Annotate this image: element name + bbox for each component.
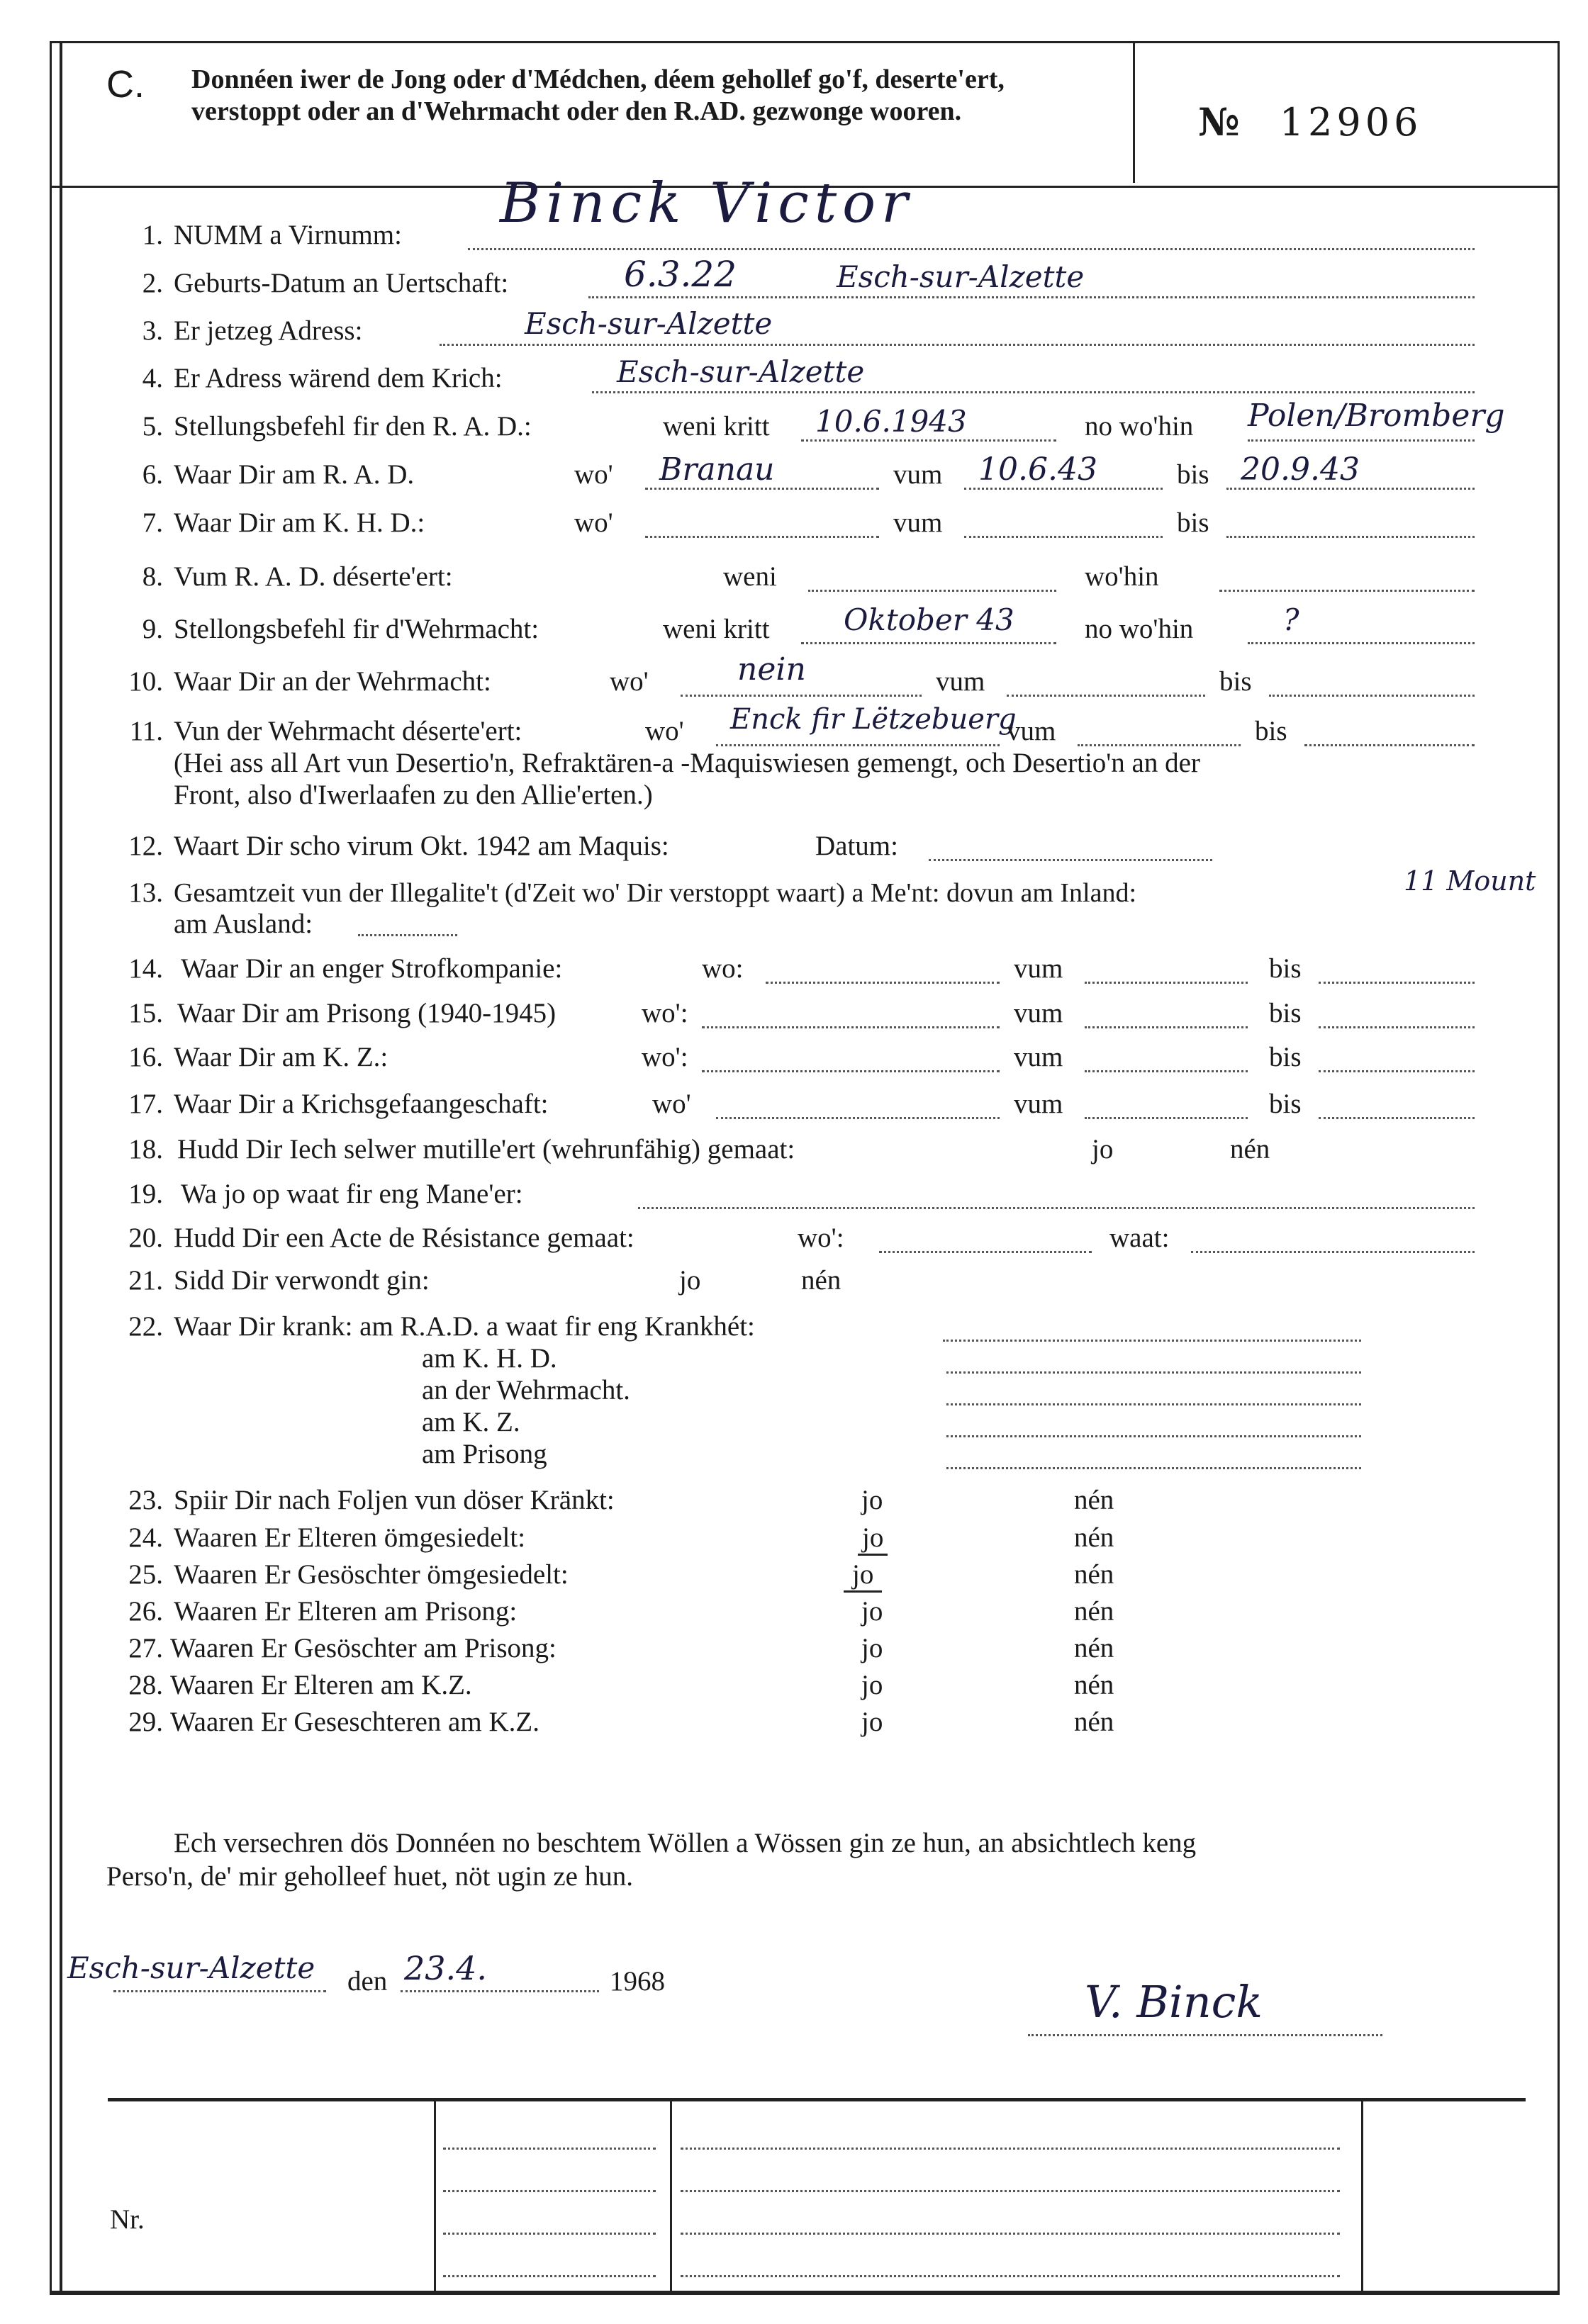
- vum-label: vum: [1014, 1042, 1063, 1072]
- sub-label: am K. Z.: [422, 1407, 520, 1437]
- handwritten-signature: V. Binck: [1085, 1976, 1263, 2028]
- blank-line: [468, 248, 1475, 250]
- number-value: 12906: [1279, 100, 1423, 145]
- bis-label: bis: [1269, 953, 1302, 984]
- blank-line: [645, 488, 879, 490]
- blank-line: [1007, 695, 1205, 697]
- handwritten-birth-place: Esch-sur-Alzette: [837, 259, 1085, 294]
- nen-option: nén: [1074, 1670, 1114, 1700]
- row-number: 21.: [128, 1265, 163, 1296]
- bis-label: bis: [1177, 459, 1209, 490]
- number-symbol: №: [1198, 99, 1244, 145]
- declaration-line: Ech versechren dös Donnéen no beschtem Wöllen a Wössen gin ze hun, an absichtlech keng: [174, 1828, 1197, 1858]
- field-label: Stellongsbefehl fir d'Wehrmacht:: [174, 614, 539, 644]
- blank-line: [716, 1117, 1000, 1119]
- row-number: 26.: [128, 1596, 163, 1627]
- note-line: (Hei ass all Art vun Desertio'n, Refraktären-a -Maquiswiesen gemengt, och Desertio'n an der: [174, 748, 1200, 778]
- blank-line: [946, 1467, 1361, 1469]
- field-label: Waart Dir scho virum Okt. 1942 am Maquis:: [174, 831, 669, 861]
- field-label: Wa jo op waat fir eng Mane'er:: [181, 1179, 523, 1209]
- field-label: Er jetzeg Adress:: [174, 315, 363, 346]
- row-number: 19.: [128, 1179, 163, 1209]
- datum-label: Datum:: [815, 831, 898, 861]
- field-label: Waaren Er Geseschteren am K.Z.: [170, 1707, 539, 1737]
- vum-label: vum: [893, 459, 943, 490]
- bis-label: bis: [1219, 666, 1252, 697]
- nen-option: nén: [1074, 1522, 1114, 1553]
- blank-line: [801, 642, 1056, 644]
- nen-option: nén: [1074, 1485, 1114, 1515]
- jo-option: jo: [679, 1265, 701, 1296]
- row-number: 10.: [128, 666, 163, 697]
- jo-option: jo: [861, 1596, 883, 1627]
- jo-option: jo: [861, 1670, 883, 1700]
- field-label: Waaren Er Gesöschter ömgesiedelt:: [174, 1559, 569, 1590]
- blank-line: [113, 1990, 326, 1992]
- blank-line: [401, 1990, 599, 1992]
- nen-option: nén: [1074, 1596, 1114, 1627]
- field-label: Waar Dir an enger Strofkompanie:: [181, 953, 563, 984]
- handwritten-wehrmacht-destination: ?: [1283, 602, 1299, 637]
- blank-line: [443, 2233, 656, 2235]
- row-number: 8.: [142, 561, 163, 592]
- handwritten-wehrmacht-place: nein: [737, 651, 806, 687]
- blank-line: [1085, 1070, 1248, 1072]
- blank-line: [1226, 488, 1475, 490]
- handwritten-birth-date: 6.3.22: [624, 254, 737, 295]
- blank-line: [1248, 642, 1475, 644]
- handwritten-rad-order-date: 10.6.1943: [815, 404, 967, 439]
- handwritten-rad-to: 20.9.43: [1241, 451, 1360, 488]
- section-letter: C.: [106, 63, 145, 106]
- blank-line: [443, 2148, 656, 2150]
- weni-label: weni kritt: [663, 411, 770, 442]
- note-line: Front, also d'Iwerlaafen zu den Allie'erten.): [174, 780, 653, 810]
- handwritten-rad-destination: Polen/Bromberg: [1248, 398, 1505, 434]
- blank-line: [1319, 1117, 1475, 1119]
- blank-line: [1248, 439, 1475, 442]
- nen-option: nén: [1074, 1559, 1114, 1590]
- bis-label: bis: [1177, 507, 1209, 538]
- blank-line: [964, 488, 1163, 490]
- wo-label: wo:: [702, 953, 744, 984]
- handwritten-address: Esch-sur-Alzette: [525, 306, 773, 341]
- field-label: Geburts-Datum an Uertschaft:: [174, 268, 509, 298]
- row-number: 25.: [128, 1559, 163, 1590]
- field-label: am Ausland:: [174, 909, 313, 939]
- bis-label: bis: [1255, 716, 1287, 746]
- blank-line: [681, 2148, 1340, 2150]
- year-label: 1968: [610, 1966, 665, 1997]
- row-number: 15.: [128, 998, 163, 1028]
- form-border-left: [60, 41, 62, 2295]
- row-number: 9.: [142, 614, 163, 644]
- blank-line: [1304, 744, 1475, 746]
- row-number: 7.: [142, 507, 163, 538]
- row-number: 28.: [128, 1670, 163, 1700]
- row-number: 5.: [142, 411, 163, 442]
- field-label: NUMM a Virnumm:: [174, 220, 402, 250]
- sub-label: am K. H. D.: [422, 1343, 557, 1374]
- blank-line: [946, 1371, 1361, 1374]
- vum-label: vum: [936, 666, 985, 697]
- nr-label: Nr.: [110, 2204, 145, 2235]
- blank-line: [1319, 1026, 1475, 1028]
- field-label: Waar Dir am Prisong (1940-1945): [177, 998, 557, 1028]
- blank-line: [358, 934, 457, 936]
- vum-label: vum: [1014, 953, 1063, 984]
- field-label: Hudd Dir een Acte de Résistance gemaat:: [174, 1223, 634, 1253]
- row-number: 11.: [129, 716, 163, 746]
- blank-line: [1319, 1070, 1475, 1072]
- footer-rule-top: [108, 2098, 1526, 2101]
- field-label: Vun der Wehrmacht déserte'ert:: [174, 716, 522, 746]
- footer-rule-bottom: [50, 2291, 1560, 2294]
- field-label: Er Adress wärend dem Krich:: [174, 363, 503, 393]
- field-label: Sidd Dir verwondt gin:: [174, 1265, 430, 1296]
- form-title: Donnéen iwer de Jong oder d'Médchen, déem gehollef go'f, deserte'ert, verstoppt oder an d'Wehrmacht oder den R.AD. gezwonge wooren.: [191, 64, 1005, 126]
- blank-line: [443, 2275, 656, 2277]
- nen-option: nén: [1074, 1707, 1114, 1737]
- handwritten-wehrmacht-order-date: Oktober 43: [844, 602, 1014, 637]
- blank-line: [638, 1207, 1475, 1209]
- row-number: 16.: [128, 1042, 163, 1072]
- blank-line: [1085, 1117, 1248, 1119]
- wohin-label: wo'hin: [1085, 561, 1159, 592]
- wo-label: wo':: [642, 1042, 688, 1072]
- waat-label: waat:: [1109, 1223, 1170, 1253]
- row-number: 22.: [128, 1311, 163, 1342]
- blank-line: [929, 859, 1212, 861]
- jo-option: jo: [1092, 1134, 1114, 1164]
- jo-option-underlined: jo: [844, 1559, 882, 1593]
- row-number: 14.: [128, 953, 163, 984]
- blank-line: [592, 391, 1475, 393]
- field-label: Hudd Dir Iech selwer mutille'ert (wehrunfähig) gemaat:: [177, 1134, 795, 1164]
- field-label: Vum R. A. D. déserte'ert:: [174, 561, 453, 592]
- declaration-line: Perso'n, de' mir geholleef huet, nöt ugin ze hun.: [106, 1861, 633, 1892]
- footer-divider: [434, 2098, 436, 2292]
- jo-option: jo: [861, 1707, 883, 1737]
- nen-option: nén: [801, 1265, 841, 1296]
- handwritten-rad-place: Branau: [659, 451, 775, 488]
- weni-label: weni: [723, 561, 777, 592]
- row-number: 4.: [142, 363, 163, 393]
- blank-line: [964, 536, 1163, 538]
- blank-line: [1269, 695, 1475, 697]
- handwritten-sign-date: 23.4.: [404, 1949, 488, 1987]
- jo-option: jo: [861, 1485, 883, 1515]
- bis-label: bis: [1269, 1089, 1302, 1119]
- blank-line: [645, 536, 879, 538]
- row-number: 27.: [128, 1633, 163, 1663]
- field-label: Waar Dir am R. A. D.: [174, 459, 415, 490]
- bis-label: bis: [1269, 998, 1302, 1028]
- handwritten-sign-place: Esch-sur-Alzette: [67, 1950, 315, 1985]
- field-label: Waaren Er Elteren am Prisong:: [174, 1596, 518, 1627]
- wo-label: wo': [652, 1089, 691, 1119]
- field-label: Waar Dir a Krichsgefaangeschaft:: [174, 1089, 549, 1119]
- blank-line: [946, 1403, 1361, 1405]
- form-number: [1198, 99, 1423, 145]
- sub-label: am Prisong: [422, 1439, 547, 1469]
- nowohin-label: no wo'hin: [1085, 411, 1194, 442]
- blank-line: [1226, 536, 1475, 538]
- row-number: 20.: [128, 1223, 163, 1253]
- field-label: Stellungsbefehl fir den R. A. D.:: [174, 411, 532, 442]
- blank-line: [946, 1435, 1361, 1437]
- field-label: Waaren Er Gesöschter am Prisong:: [170, 1633, 557, 1663]
- row-number: 13.: [128, 877, 163, 908]
- row-number: 23.: [128, 1485, 163, 1515]
- vum-label: vum: [1014, 998, 1063, 1028]
- row-number: 6.: [142, 459, 163, 490]
- sub-label: an der Wehrmacht.: [422, 1375, 630, 1405]
- blank-line: [681, 2275, 1340, 2277]
- den-label: den: [347, 1966, 388, 1997]
- row-number: 1.: [142, 220, 163, 250]
- row-number: 17.: [128, 1089, 163, 1119]
- blank-line: [702, 1026, 1000, 1028]
- handwritten-desertion-place: Enck fir Lëtzebuerg: [730, 703, 1017, 736]
- blank-line: [702, 1070, 1000, 1072]
- row-number: 2.: [142, 268, 163, 298]
- field-label: Waaren Er Elteren am K.Z.: [170, 1670, 472, 1700]
- blank-line: [681, 2233, 1340, 2235]
- blank-line: [1191, 1251, 1475, 1253]
- blank-line: [879, 1251, 1092, 1253]
- nowohin-label: no wo'hin: [1085, 614, 1194, 644]
- field-label: Waaren Er Elteren ömgesiedelt:: [174, 1522, 526, 1553]
- wo-label: wo': [574, 459, 613, 490]
- blank-line: [1085, 982, 1248, 984]
- blank-line: [681, 695, 922, 697]
- row-number: 29.: [128, 1707, 163, 1737]
- field-label: Spiir Dir nach Foljen vun döser Kränkt:: [174, 1485, 615, 1515]
- vum-label: vum: [1014, 1089, 1063, 1119]
- wo-label: wo': [574, 507, 613, 538]
- blank-line: [588, 296, 1475, 298]
- blank-line: [1078, 744, 1241, 746]
- weni-label: weni kritt: [663, 614, 770, 644]
- vum-label: vum: [893, 507, 943, 538]
- nen-option: nén: [1074, 1633, 1114, 1663]
- field-label: Waar Dir an der Wehrmacht:: [174, 666, 491, 697]
- blank-line: [440, 344, 1475, 346]
- wo-label: wo':: [798, 1223, 844, 1253]
- row-number: 3.: [142, 315, 163, 346]
- bis-label: bis: [1269, 1042, 1302, 1072]
- row-number: 24.: [128, 1522, 163, 1553]
- blank-line: [801, 439, 1056, 442]
- field-label: Waar Dir am K. Z.:: [174, 1042, 388, 1072]
- field-label: Gesamtzeit vun der Illegalite't (d'Zeit wo' Dir verstoppt waart) a Me'nt: dovun am Inland:: [174, 878, 1137, 908]
- vum-label: vum: [1007, 716, 1056, 746]
- blank-line: [1219, 590, 1475, 592]
- blank-line: [1319, 982, 1475, 984]
- jo-option: jo: [861, 1633, 883, 1663]
- field-label: Waar Dir am K. H. D.:: [174, 507, 425, 538]
- field-label: Waar Dir krank: am R.A.D. a waat fir eng Krankhét:: [174, 1311, 755, 1342]
- nen-option: nén: [1230, 1134, 1270, 1164]
- blank-line: [766, 982, 1000, 984]
- handwritten-rad-from: 10.6.43: [978, 451, 1097, 488]
- blank-line: [443, 2190, 656, 2192]
- row-number: 12.: [128, 831, 163, 861]
- footer-divider: [670, 2098, 672, 2292]
- wo-label: wo': [610, 666, 649, 697]
- handwritten-name: Binck Victor: [500, 172, 914, 235]
- handwritten-inland-months: 11 Mount: [1404, 865, 1536, 897]
- blank-line: [681, 2190, 1340, 2192]
- wo-label: wo': [645, 716, 684, 746]
- jo-option-underlined: jo: [858, 1522, 888, 1556]
- signature-line: [1028, 2034, 1382, 2036]
- row-number: 18.: [128, 1134, 163, 1164]
- blank-line: [943, 1340, 1361, 1342]
- handwritten-war-address: Esch-sur-Alzette: [617, 354, 865, 389]
- blank-line: [808, 590, 1056, 592]
- blank-line: [716, 744, 1000, 746]
- blank-line: [1085, 1026, 1248, 1028]
- wo-label: wo':: [642, 998, 688, 1028]
- footer-divider: [1361, 2098, 1363, 2292]
- header-divider-vertical: [1133, 41, 1135, 183]
